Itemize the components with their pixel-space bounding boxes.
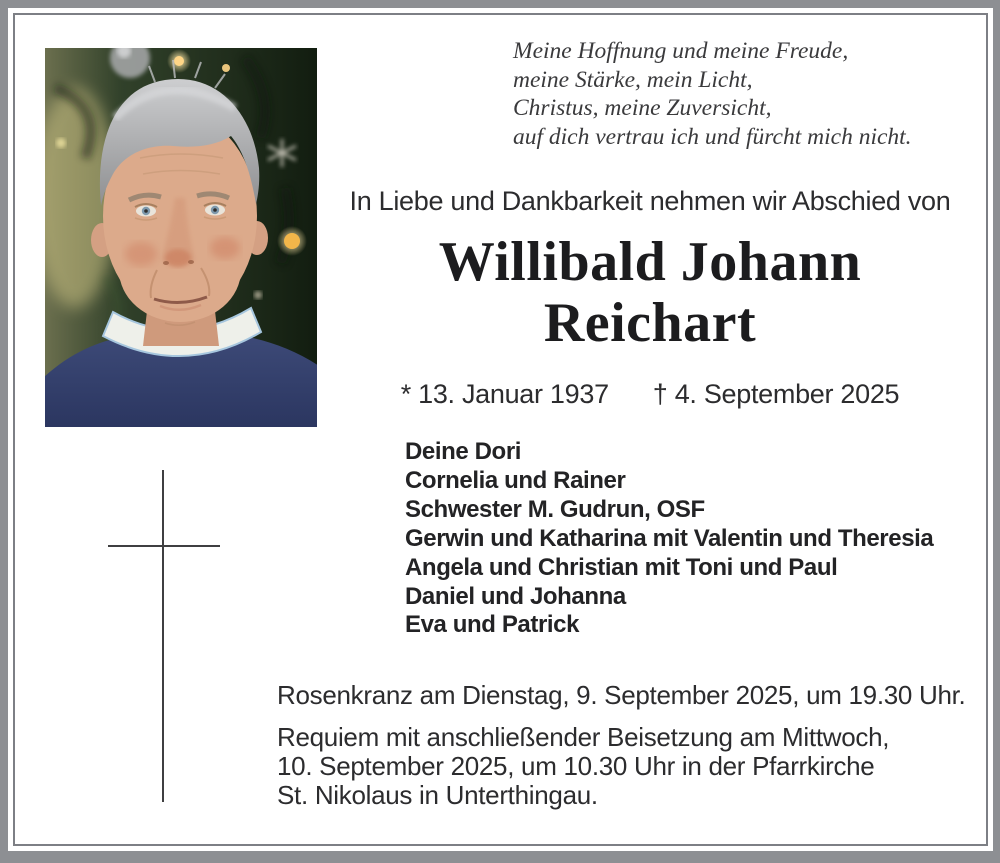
mourner-line: Angela und Christian mit Toni und Paul [405,553,838,581]
mourner-line: Schwester M. Gudrun, OSF [405,495,705,523]
rosary-line: Rosenkranz am Dienstag, 9. September 2025, um 19.30 Uhr. [277,680,966,710]
mourner-line: Gerwin und Katharina mit Valentin und Theresia [405,524,934,552]
verse-line: meine Stärke, mein Licht, [513,66,753,93]
mourner-line: Cornelia und Rainer [405,466,626,494]
memorial-cross-icon [108,470,220,802]
mourner-line: Deine Dori [405,438,522,465]
deceased-name-line1: Willibald Johann [438,231,862,293]
requiem-line: St. Nikolaus in Unterthingau. [277,780,598,810]
opening-verse [513,37,912,151]
portrait-illustration [45,48,317,427]
verse-line: auf dich vertrau ich und fürcht mich nicht. [513,123,912,150]
paper-sheet [8,8,993,851]
requiem-line: 10. September 2025, um 10.30 Uhr in der Pfarrkirche [277,751,875,781]
deceased-name [320,232,980,354]
cross-vertical-bar [162,470,164,802]
verse-line: Meine Hoffnung und meine Freude, [513,38,849,64]
death-date: † 4. September 2025 [652,379,900,409]
birth-date: * 13. Januar 1937 [400,379,609,409]
requiem-paragraph [277,723,965,810]
service-details [277,681,965,810]
cross-horizontal-bar [108,545,220,547]
portrait-photo [45,48,317,427]
farewell-line: In Liebe und Dankbarkeit nehmen wir Abschied von [349,186,951,216]
mourner-line: Eva und Patrick [405,611,580,639]
life-dates [320,379,980,410]
mourners-list [405,438,933,640]
verse-line: Christus, meine Zuversicht, [513,95,772,121]
mourner-line: Daniel und Johanna [405,582,626,610]
deceased-name-line2: Reichart [543,292,757,354]
requiem-line: Requiem mit anschließender Beisetzung am Mittwoch, [277,722,890,752]
